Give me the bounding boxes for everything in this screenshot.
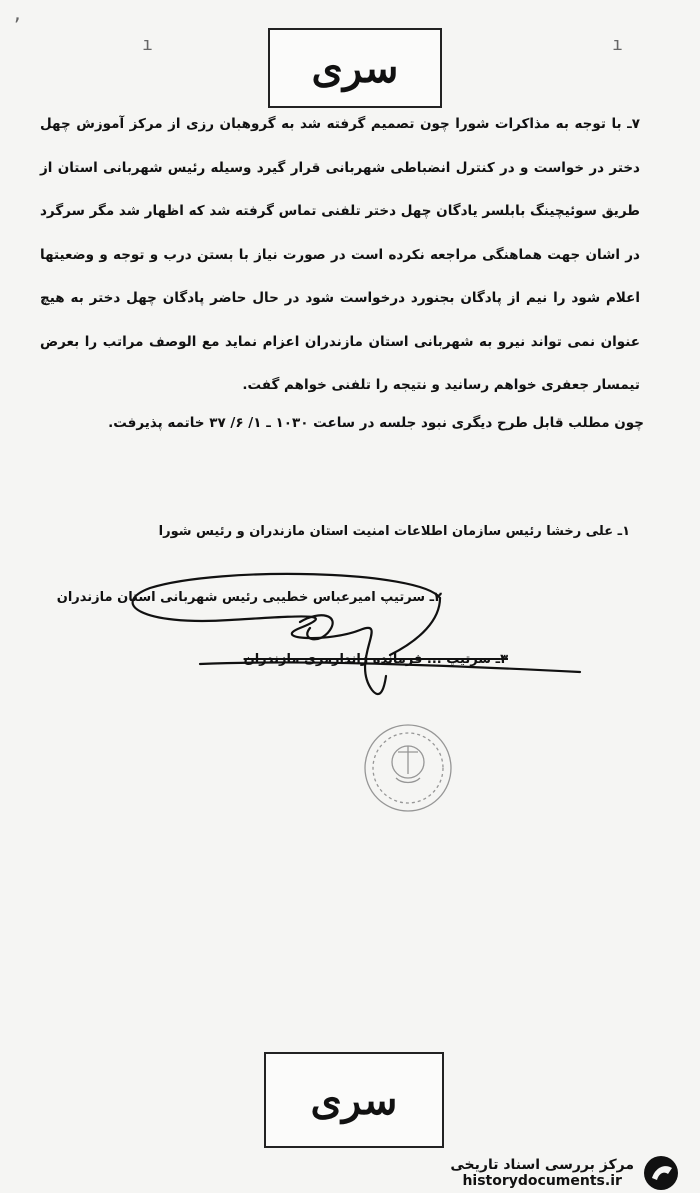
archive-watermark xyxy=(450,1154,680,1192)
classification-label: سری xyxy=(310,1076,398,1124)
signatory-line: ۱ـ علی رخشا رئیس سازمان اطلاعات امنیت استان مازندران و رئیس شورا xyxy=(158,524,630,539)
item-number: ۷ـ xyxy=(627,116,640,132)
closing-line: چون مطلب قابل طرح دیگری نبود جلسه در ساعت ۱۰۳۰ ـ ۱/ ۶/ ۳۷ خاتمه پذیرفت. xyxy=(108,415,644,431)
archive-name: مرکز بررسی اسناد تاریخی xyxy=(450,1157,634,1173)
classification-label: سری xyxy=(311,44,399,92)
handwritten-signature xyxy=(133,574,580,694)
page-corner-mark: , xyxy=(12,4,23,25)
official-seal xyxy=(365,725,451,811)
page-margin-mark: ı xyxy=(612,34,623,55)
classification-stamp-bottom xyxy=(264,1052,444,1148)
signatory-line: ۳ـ سرتیپ ... فرمانده ژاندارمری مازندران xyxy=(243,652,508,667)
page-margin-mark: ı xyxy=(142,34,153,55)
archive-logo-icon xyxy=(642,1154,680,1192)
signatory-line: ۲ـ سرتیپ امیرعباس خطیبی رئیس شهربانی استان مازندران xyxy=(56,590,442,605)
archive-url: historydocuments.ir xyxy=(462,1173,622,1189)
paragraph-text: با توجه به مذاکرات شورا چون تصمیم گرفته شد به گروهبان رزی از مرکز آموزش چهل دختر در خواست و در کنترل انضباطی شهربانی قرار گیرد وسیله رئیس شهربانی استان از طریق سوئیچینگ بابلسر یادگان چهل دختر تلفنی تماس گرفته شد که اظهار شد مگر سرگرد در اشان جهت هماهنگی مراجعه نکرده است در صورت نیاز با بستن درب و توجه و وضعیتها اعلام شود را نیم از پادگان بجنورد درخواست شود در حال حاضر پادگان چهل دختر به هیچ عنوان نمی تواند نیرو به شهربانی استان مازندران اعزام نماید مع الوصف مراتب را بعرض تیمسار جعفری خواهم رسانید و نتیجه را تلفنی خواهم گفت. xyxy=(40,116,640,393)
